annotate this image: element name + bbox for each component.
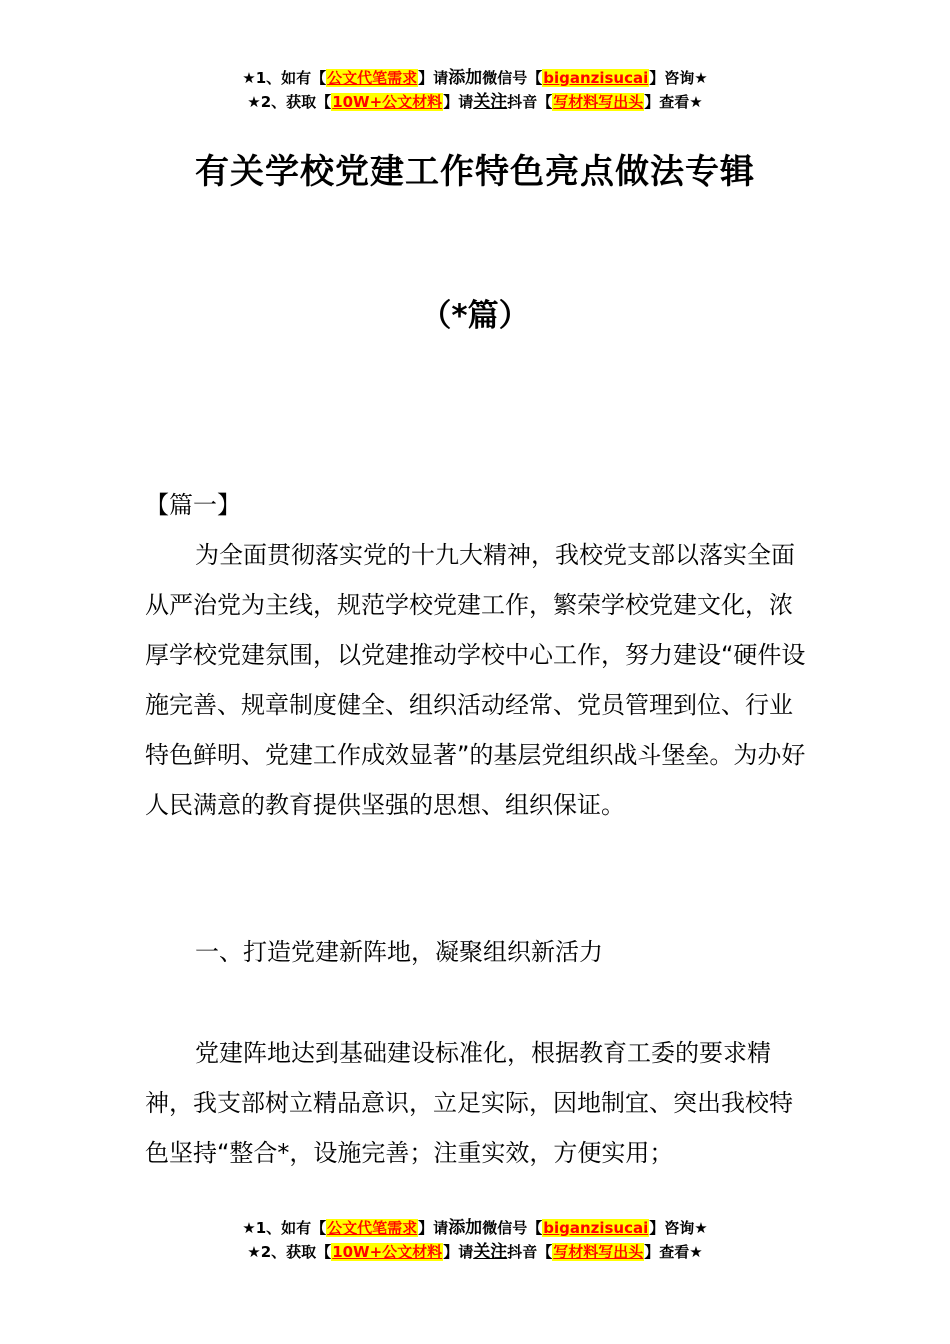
banner-text: 微信号【 xyxy=(482,69,543,87)
banner-line-1 xyxy=(0,66,950,90)
body-paragraph-2 xyxy=(145,1028,807,1178)
banner-emphasis: 添加 xyxy=(448,68,483,88)
section-heading-1: 一、打造党建新阵地，凝聚组织新活力 xyxy=(195,938,603,966)
banner-text: ★2、获取【 xyxy=(247,1243,332,1261)
banner-emphasis: 关注 xyxy=(473,1242,508,1262)
banner-text: 微信号【 xyxy=(482,1219,543,1237)
banner-emphasis: 关注 xyxy=(473,92,508,112)
banner-highlight: biganzisucai xyxy=(543,1219,649,1237)
banner-text: 】咨询★ xyxy=(649,1219,708,1237)
document-subtitle: （*篇） xyxy=(420,298,530,334)
banner-text: ★1、如有【 xyxy=(242,1219,327,1237)
banner-text: ★1、如有【 xyxy=(242,69,327,87)
footer-banner xyxy=(0,1216,950,1264)
banner-line-2 xyxy=(0,1240,950,1264)
header-banner xyxy=(0,66,950,114)
banner-text: 抖音【 xyxy=(507,1243,553,1261)
paragraph-text: 党建阵地达到基础建设标准化，根据教育工委的要求精神，我支部树立精品意识，立足实际，因地制宜、突出我校特色坚持“整合*，设施完善；注重实效，方便实用； xyxy=(145,1039,793,1167)
banner-line-1 xyxy=(0,1216,950,1240)
section-label: 【篇一】 xyxy=(145,491,241,519)
banner-text: 抖音【 xyxy=(507,93,553,111)
banner-text: 】请 xyxy=(418,69,449,87)
banner-highlight: 写材料写出头 xyxy=(553,93,644,111)
banner-highlight: biganzisucai xyxy=(543,69,649,87)
banner-text: 】查看★ xyxy=(644,93,703,111)
banner-text: 】请 xyxy=(443,93,474,111)
banner-highlight: 写材料写出头 xyxy=(553,1243,644,1261)
banner-text: ★2、获取【 xyxy=(247,93,332,111)
banner-text: 】请 xyxy=(443,1243,474,1261)
banner-highlight: 10W+公文材料 xyxy=(332,1243,443,1261)
banner-highlight: 10W+公文材料 xyxy=(332,93,443,111)
banner-text: 】咨询★ xyxy=(649,69,708,87)
body-paragraph-1 xyxy=(145,530,807,830)
banner-emphasis: 添加 xyxy=(448,1218,483,1238)
banner-line-2 xyxy=(0,90,950,114)
document-title: 有关学校党建工作特色亮点做法专辑 xyxy=(195,152,755,192)
paragraph-text: 为全面贯彻落实党的十九大精神，我校党支部以落实全面从严治党为主线，规范学校党建工作，繁荣学校党建文化，浓厚学校党建氛围，以党建推动学校中心工作，努力建设“硬件设施完善、规章制度健全、组织活动经常、党员管理到位、行业特色鲜明、党建工作成效显著”的基层党组织战斗堡垒。为办好人民满意的教育提供坚强的思想、组织保证。 xyxy=(145,541,806,819)
banner-highlight: 公文代笔需求 xyxy=(327,69,418,87)
banner-highlight: 公文代笔需求 xyxy=(327,1219,418,1237)
banner-text: 】查看★ xyxy=(644,1243,703,1261)
banner-text: 】请 xyxy=(418,1219,449,1237)
